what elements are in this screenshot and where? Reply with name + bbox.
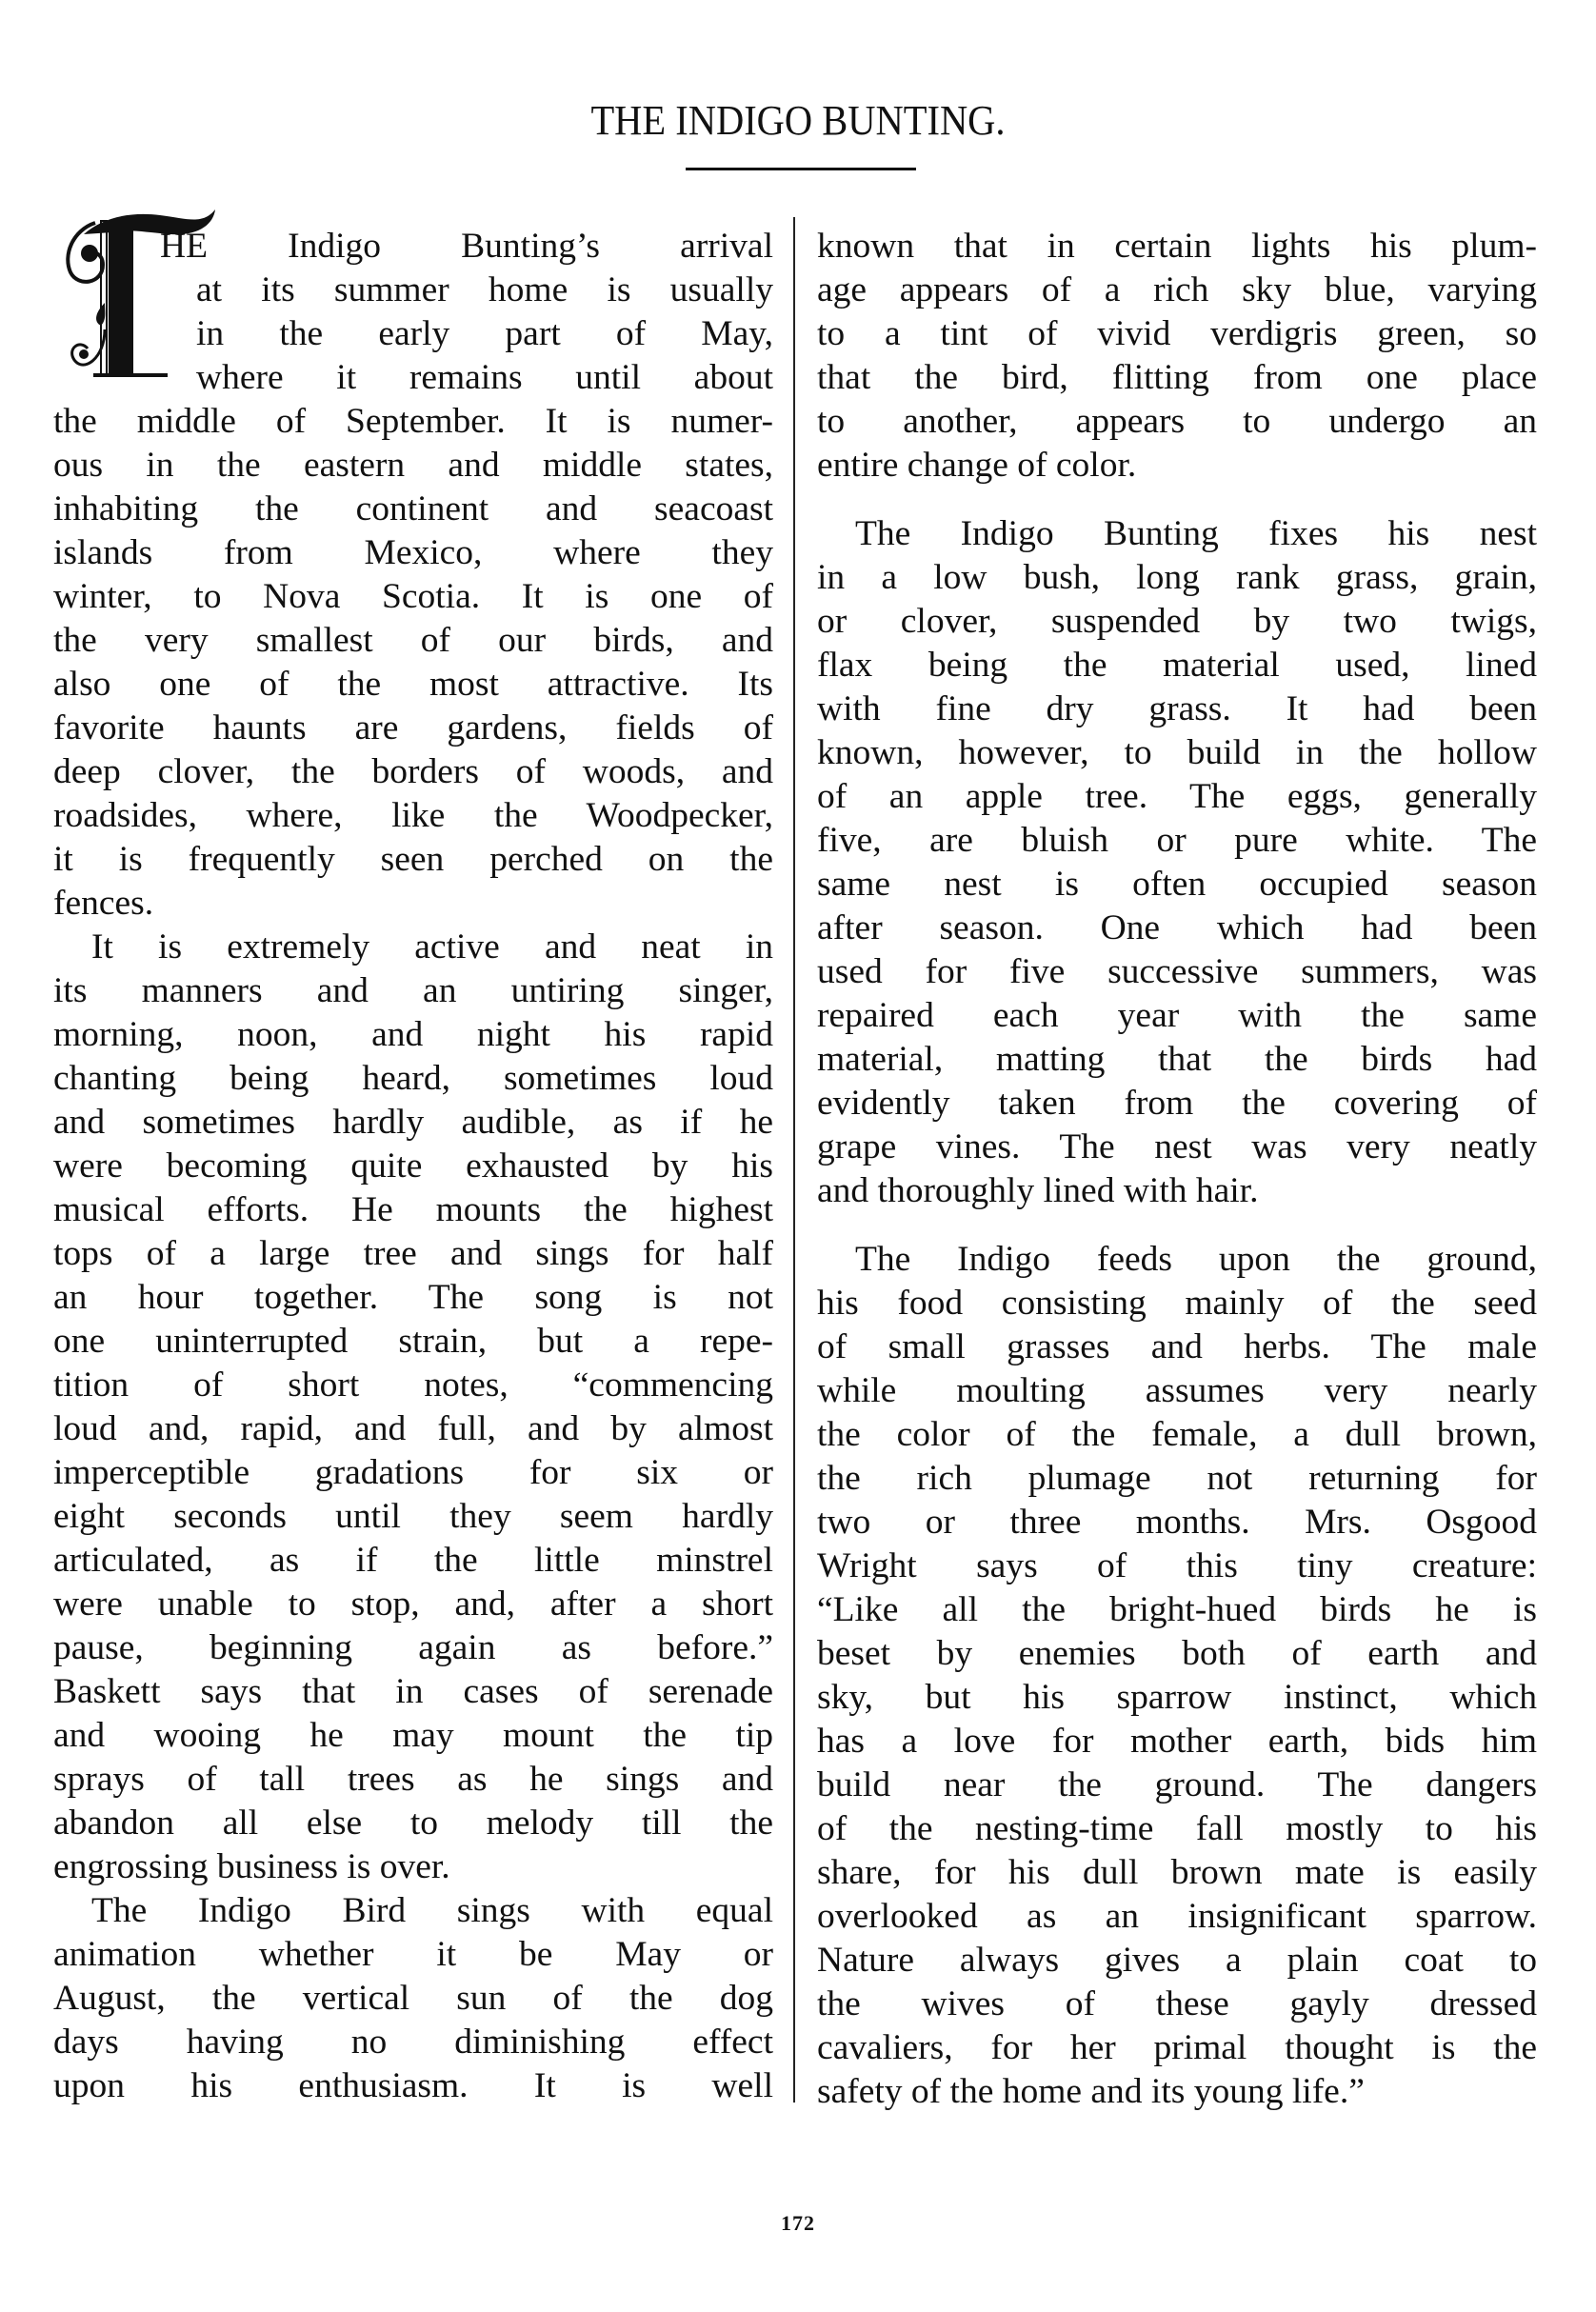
text-line: ous in the eastern and middle states, <box>53 446 773 485</box>
text-line: same nest is often occupied season <box>817 865 1537 904</box>
text-line: “Like all the bright-hued birds he is <box>817 1590 1537 1629</box>
text-line: abandon all else to melody till the <box>53 1804 773 1843</box>
text-line: where it remains until about <box>196 358 773 397</box>
text-line: The Indigo feeds upon the ground, <box>855 1240 1537 1279</box>
text-line: winter, to Nova Scotia. It is one of <box>53 577 773 616</box>
text-line: favorite haunts are gardens, fields of <box>53 708 773 747</box>
text-line: and thoroughly lined with hair. <box>817 1171 1259 1210</box>
left-column <box>53 225 773 2108</box>
text-line: HE Indigo Bunting’s arrival <box>160 227 773 266</box>
text-line: Baskett says that in cases of serenade <box>53 1672 773 1711</box>
text-line: the middle of September. It is numer- <box>53 402 773 441</box>
text-line: days having no diminishing effect <box>53 2023 773 2062</box>
text-line: after season. One which had been <box>817 908 1537 947</box>
text-line: used for five successive summers, was <box>817 952 1537 991</box>
text-line: upon his enthusiasm. It is well <box>53 2066 773 2105</box>
text-line: tops of a large tree and sings for half <box>53 1234 773 1273</box>
text-line: an hour together. The song is not <box>53 1278 773 1317</box>
text-line: with fine dry grass. It had been <box>817 689 1537 728</box>
text-line: entire change of color. <box>817 446 1137 485</box>
paragraph <box>817 512 1537 1213</box>
text-line: to a tint of vivid verdigris green, so <box>817 314 1537 353</box>
text-line: Nature always gives a plain coat to <box>817 1941 1537 1980</box>
page-title: THE INDIGO BUNTING. <box>590 97 1006 145</box>
text-line: it is frequently seen perched on the <box>53 840 773 879</box>
text-line: and wooing he may mount the tip <box>53 1716 773 1755</box>
text-line: morning, noon, and night his rapid <box>53 1015 773 1054</box>
text-line: islands from Mexico, where they <box>53 533 773 572</box>
text-line: were becoming quite exhausted by his <box>53 1146 773 1186</box>
text-line: animation whether it be May or <box>53 1935 773 1974</box>
text-line: flax being the material used, lined <box>817 646 1537 685</box>
text-line: to another, appears to undergo an <box>817 402 1537 441</box>
text-line: known that in certain lights his plum- <box>817 227 1537 266</box>
text-line: Wright says of this tiny creature: <box>817 1546 1537 1585</box>
text-line: The Indigo Bird sings with equal <box>91 1891 773 1930</box>
paragraph <box>53 225 773 926</box>
text-line: the rich plumage not returning for <box>817 1459 1537 1498</box>
text-line: beset by enemies both of earth and <box>817 1634 1537 1673</box>
text-line: cavaliers, for her primal thought is the <box>817 2028 1537 2067</box>
text-line: two or three months. Mrs. Osgood <box>817 1503 1537 1542</box>
text-line: of an apple tree. The eggs, generally <box>817 777 1537 816</box>
text-line: his food consisting mainly of the seed <box>817 1284 1537 1323</box>
text-line: has a love for mother earth, bids him <box>817 1722 1537 1761</box>
text-line: evidently taken from the covering of <box>817 1084 1537 1123</box>
text-line: in the early part of May, <box>196 314 773 353</box>
text-line: of small grasses and herbs. The male <box>817 1327 1537 1366</box>
right-column <box>817 225 1537 2114</box>
text-line: also one of the most attractive. Its <box>53 665 773 704</box>
text-line: imperceptible gradations for six or <box>53 1453 773 1492</box>
text-line: known, however, to build in the hollow <box>817 733 1537 772</box>
text-line: or clover, suspended by two twigs, <box>817 602 1537 641</box>
text-line: repaired each year with the same <box>817 996 1537 1035</box>
text-line: overlooked as an insignificant sparrow. <box>817 1897 1537 1936</box>
column-divider <box>793 217 795 2103</box>
text-line: loud and, rapid, and full, and by almost <box>53 1409 773 1448</box>
text-line: The Indigo Bunting fixes his nest <box>855 514 1537 553</box>
text-line: grape vines. The nest was very neatly <box>817 1127 1537 1166</box>
text-line: while moulting assumes very nearly <box>817 1371 1537 1410</box>
text-line: that the bird, flitting from one place <box>817 358 1537 397</box>
text-line: deep clover, the borders of woods, and <box>53 752 773 791</box>
text-line: age appears of a rich sky blue, varying <box>817 270 1537 309</box>
text-line: eight seconds until they seem hardly <box>53 1497 773 1536</box>
text-line: sprays of tall trees as he sings and <box>53 1760 773 1799</box>
text-line: the color of the female, a dull brown, <box>817 1415 1537 1454</box>
text-line: material, matting that the birds had <box>817 1040 1537 1079</box>
text-line: August, the vertical sun of the dog <box>53 1979 773 2018</box>
text-line: and sometimes hardly audible, as if he <box>53 1103 773 1142</box>
text-line: of the nesting-time fall mostly to his <box>817 1809 1537 1848</box>
text-line: the very smallest of our birds, and <box>53 621 773 660</box>
paragraph <box>817 225 1537 488</box>
text-line: inhabiting the continent and seacoast <box>53 489 773 528</box>
text-line: share, for his dull brown mate is easily <box>817 1853 1537 1892</box>
title-rule-divider <box>686 168 916 170</box>
text-line: chanting being heard, sometimes loud <box>53 1059 773 1098</box>
paragraph <box>53 926 773 1889</box>
text-line: in a low bush, long rank grass, grain, <box>817 558 1537 597</box>
text-line: fences. <box>53 884 154 923</box>
paragraph <box>817 1238 1537 2114</box>
text-line: at its summer home is usually <box>196 270 773 309</box>
text-line: its manners and an untiring singer, <box>53 971 773 1010</box>
text-line: build near the ground. The dangers <box>817 1765 1537 1804</box>
text-line: It is extremely active and neat in <box>91 927 773 967</box>
paragraph <box>53 1889 773 2108</box>
text-line: roadsides, where, like the Woodpecker, <box>53 796 773 835</box>
text-line: one uninterrupted strain, but a repe- <box>53 1322 773 1361</box>
text-line: tition of short notes, “commencing <box>53 1365 773 1405</box>
text-line: musical efforts. He mounts the highest <box>53 1190 773 1229</box>
text-line: were unable to stop, and, after a short <box>53 1585 773 1624</box>
page-number: 172 <box>781 2211 815 2235</box>
paragraph-gap <box>817 488 1537 512</box>
text-line: pause, beginning again as before.” <box>53 1628 773 1667</box>
text-line: the wives of these gayly dressed <box>817 1984 1537 2023</box>
text-line: five, are bluish or pure white. The <box>817 821 1537 860</box>
text-line: sky, but his sparrow instinct, which <box>817 1678 1537 1717</box>
text-line: engrossing business is over. <box>53 1847 450 1886</box>
paragraph-gap <box>817 1213 1537 1238</box>
text-line: articulated, as if the little minstrel <box>53 1541 773 1580</box>
text-line: safety of the home and its young life.” <box>817 2072 1365 2111</box>
